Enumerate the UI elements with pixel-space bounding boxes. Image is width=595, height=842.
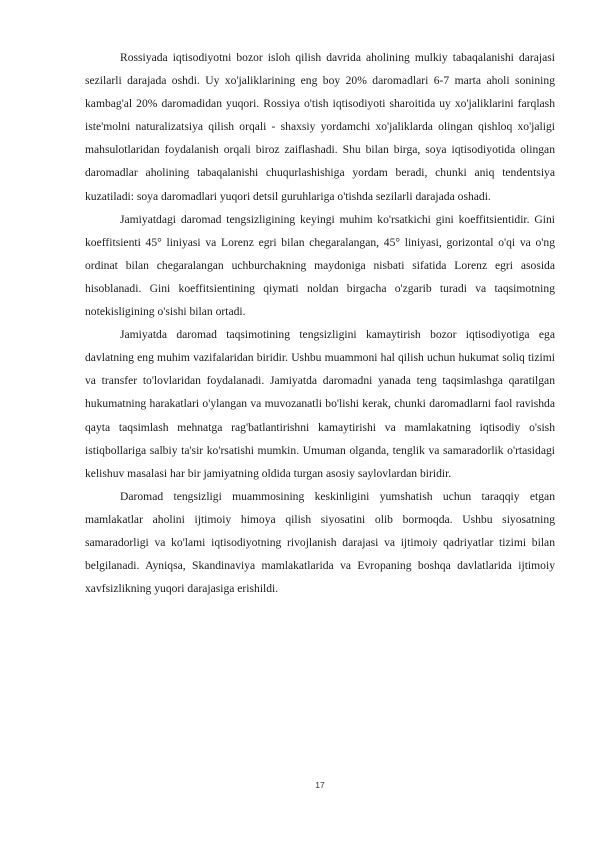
body-text bbox=[85, 46, 555, 600]
paragraph: Rossiyada iqtisodiyotni bozor isloh qilish davrida aholining mulkiy tabaqalanishi darajasi sezilarli darajada oshdi. Uy xo'jaliklarining eng boy 20% daromadlari 6-7 marta aholi sonining kambag'al 20% daromadidan yuqori. Rossiya o'tish iqtisodiyoti sharoitida uy xo'jaliklarini farqlash iste'molni naturalizatsiya qilish orqali - shaxsiy yordamchi xo'jaliklarda olingan qishloq xo'jaligi mahsulotlaridan foydalanish orqali biroz zaiflashadi. Shu bilan birga, soya iqtisodiyotida olingan daromadlar aholining tabaqalanishi chuqurlashishiga yordam beradi, chunki aniq tendentsiya kuzatiladi: soya daromadlari yuqori detsil guruhlariga o'tishda sezilarli darajada oshadi. bbox=[85, 51, 555, 203]
paragraph: Daromad tengsizligi muammosining keskinligini yumshatish uchun taraqqiy etgan mamlakatlar aholini ijtimoiy himoya qilish siyosatini olib bormoqda. Ushbu siyosatning samaradorligi va ko'lami iqtisodiyotning rivojlanish darajasi va ijtimoiy qadriyatlar tizimi bilan belgilanadi. Ayniqsa, Skandinaviya mamlakatlarida va Evropaning boshqa davlatlarida ijtimoiy xavfsizlikning yuqori darajasiga erishildi. bbox=[85, 489, 555, 596]
page-number: 17 bbox=[315, 780, 325, 790]
paragraph: Jamiyatdagi daromad tengsizligining keyingi muhim ko'rsatkichi gini koeffitsientidir. Gini koeffitsienti 45° liniyasi va Lorenz egri bilan chegaralangan, 45° liniyasi, gorizontal o'qi va o'ng ordinat bilan chegaralangan uchburchakning maydoniga nisbati sifatida Lorenz egri asosida hisoblanadi. Gini koeffitsientining qiymati noldan birgacha o'zgarib turadi va taqsimotning notekisligining o'sishi bilan ortadi. bbox=[85, 212, 555, 319]
paragraph: Jamiyatda daromad taqsimotining tengsizligini kamaytirish bozor iqtisodiyotiga ega davlatning eng muhim vazifalaridan biridir. Ushbu muammoni hal qilish uchun hukumat soliq tizimi va transfer to'lovlaridan foydalanadi. Jamiyatda daromadni yanada teng taqsimlashga qaratilgan hukumatning harakatlari o'ylangan va muvozanatli bo'lishi kerak, chunki daromadlarni faol ravishda qayta taqsimlash mehnatga rag'batlantirishni kamaytirishi va mamlakatning iqtisodiy o'sish istiqbollariga salbiy ta'sir ko'rsatishi mumkin. Umuman olganda, tenglik va samaradorlik o'rtasidagi kelishuv masalasi har bir jamiyatning oldida turgan asosiy saylovlardan biridir. bbox=[85, 328, 555, 480]
